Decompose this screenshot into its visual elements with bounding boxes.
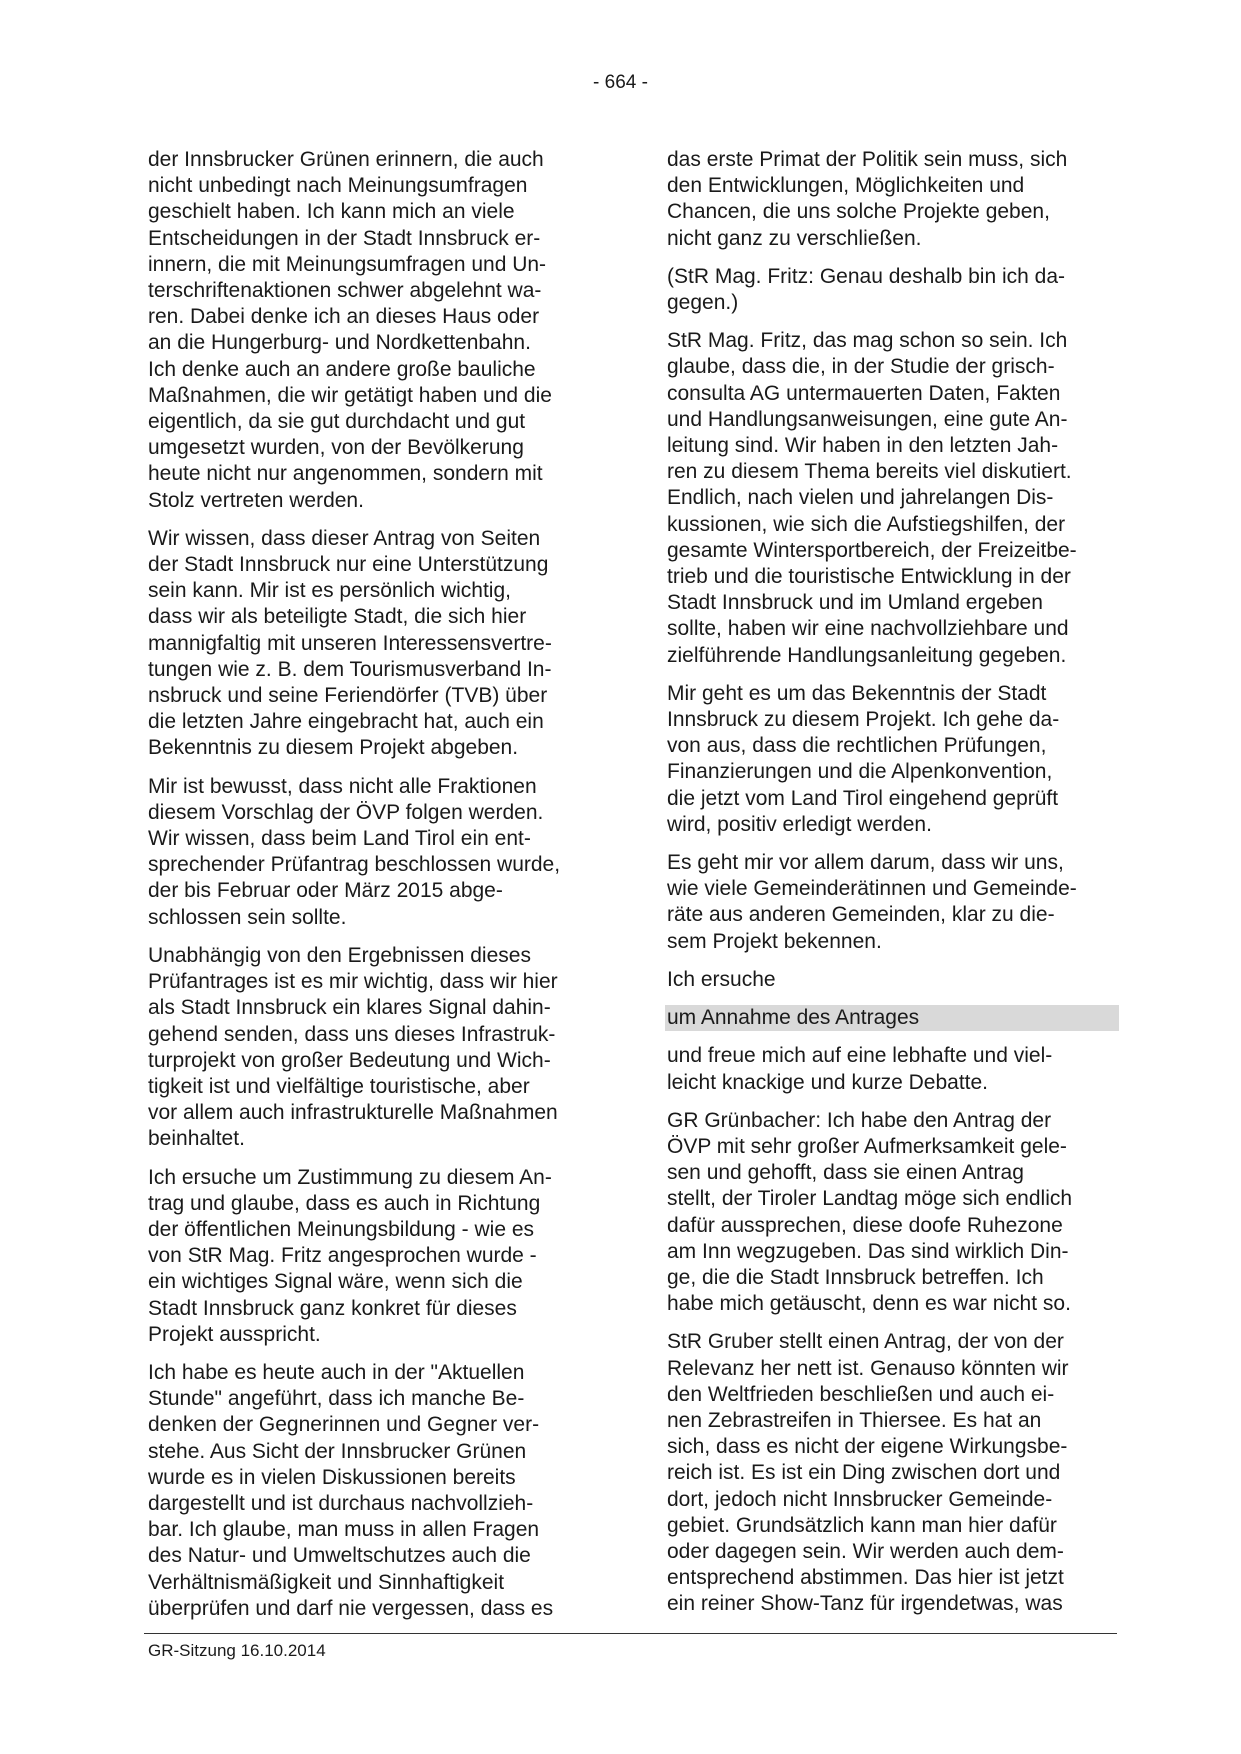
paragraph: Mir ist bewusst, dass nicht alle Fraktionen diesem Vorschlag der ÖVP folgen werden. Wir wissen, dass beim Land Tirol ein ent- sprechender Prüfantrag beschlossen wurde, der bis Februar oder März 2015 abge- schlossen sein sollte. [148, 774, 561, 929]
paragraph: Wir wissen, dass dieser Antrag von Seiten der Stadt Innsbruck nur eine Unterstützung sein kann. Mir ist es persönlich wichtig, dass wir als beteiligte Stadt, die sich hier mannigfaltig mit unseren Interessensvertre- tungen wie z. B. dem Tourismusverband In- nsbruck und seine Feriendörfer (TVB) über die letzten Jahre eingebracht hat, auch ein Bekenntnis zu diesem Projekt abgeben. [148, 526, 552, 760]
paragraph: GR Grünbacher: Ich habe den Antrag der ÖVP mit sehr großer Aufmerksamkeit gele- sen und gehofft, dass sie einen Antrag stellt, der Tiroler Landtag möge sich endlich dafür aussprechen, diese doofe Ruhezone am Inn wegzugeben. Das sind wirklich Din- ge, die die Stadt Innsbruck betreffen. Ich habe mich getäuscht, denn es war nicht so. [667, 1108, 1073, 1316]
paragraph: der Innsbrucker Grünen erinnern, die auch nicht unbedingt nach Meinungsumfragen geschielt haben. Ich kann mich an viele Entscheidungen in der Stadt Innsbruck er- innern, die mit Meinungsumfragen und Un- terschriftenaktionen schwer abgelehnt wa- ren. Dabei denke ich an dieses Haus oder an die Hungerburg- und Nordkettenbahn. Ich denke auch an andere große bauliche Maßnahmen, die wir getätigt haben und die eigentlich, da sie gut durchdacht und gut umgesetzt wurden, von der Bevölkerung heute nicht nur angenommen, sondern mit Stolz vertreten werden. [148, 148, 552, 512]
paragraph: Ich ersuche um Zustimmung zu diesem An- trag und glaube, dass es auch in Richtung der öffentlichen Meinungsbildung - wie es von StR Mag. Fritz angesprochen wurde - ein wichtiges Signal wäre, wenn sich die Stadt Innsbruck ganz konkret für dieses Projekt ausspricht. [148, 1165, 552, 1346]
motion-highlight: um Annahme des Antrages [665, 1005, 1119, 1031]
page-number: - 664 - [593, 72, 648, 93]
footer-session: GR-Sitzung 16.10.2014 [148, 1641, 326, 1660]
paragraph: Ich habe es heute auch in der "Aktuellen Stunde" angeführt, dass ich manche Be- denken der Gegnerinnen und Gegner ver- stehe. Aus Sicht der Innsbrucker Grünen wurde es in vielen Diskussionen bereits dargestellt und ist durchaus nachvollzieh- bar. Ich glaube, man muss in allen Fragen des Natur- und Umweltschutzes auch die Verhältnismäßigkeit und Sinnhaftigkeit überprüfen und darf nie vergessen, dass es [148, 1360, 554, 1620]
paragraph: Unabhängig von den Ergebnissen dieses Prüfantrages ist es mir wichtig, dass wir hier als Stadt Innsbruck ein klares Signal dahin- gehend senden, dass uns dieses Infrastruk- turprojekt von großer Bedeutung und Wich- tigkeit ist und vielfältige touristische, aber vor allem auch infrastrukturelle Maßnahmen beinhaltet. [148, 943, 558, 1151]
paragraph: StR Mag. Fritz, das mag schon so sein. Ich glaube, dass die, in der Studie der grisch- consulta AG untermauerten Daten, Fakten und Handlungsanweisungen, eine gute An- leitung sind. Wir haben in den letzten Jah- ren zu diesem Thema bereits viel diskutiert. Endlich, nach vielen und jahrelangen Dis- kussionen, wie sich die Aufstiegshilfen, der gesamte Wintersportbereich, der Freizeitbe- trieb und die touristische Entwicklung in der Stadt Innsbruck und im Umland ergeben sollte, haben wir eine nachvollziehbare und zielführende Handlungsanleitung gegeben. [667, 329, 1077, 667]
paragraph: Es geht mir vor allem darum, dass wir uns, wie viele Gemeinderätinnen und Gemeinde- räte aus anderen Gemeinden, klar zu die- sem Projekt bekennen. [667, 851, 1077, 953]
paragraph: das erste Primat der Politik sein muss, sich den Entwicklungen, Möglichkeiten und Chancen, die uns solche Projekte geben, nicht ganz zu verschließen. [667, 148, 1068, 250]
paragraph: Mir geht es um das Bekenntnis der Stadt Innsbruck zu diesem Projekt. Ich gehe da- von aus, dass die rechtlichen Prüfungen, Finanzierungen und die Alpenkonvention, die jetzt vom Land Tirol eingehend geprüft wird, positiv erledigt werden. [667, 681, 1060, 836]
paragraph: StR Gruber stellt einen Antrag, der von der Relevanz her nett ist. Genauso könnten wir den Weltfrieden beschließen und auch ei- nen Zebrastreifen in Thiersee. Es hat an sich, dass es nicht der eigene Wirkungsbe- reich ist. Es ist ein Ding zwischen dort und dort, jedoch nicht Innsbrucker Gemeinde- gebiet. Grundsätzlich kann man hier dafür oder dagegen sein. Wir werden auch dem- entsprechend abstimmen. Das hier ist jetzt ein reiner Show-Tanz für irgendetwas, was [667, 1330, 1069, 1616]
footer-divider [144, 1633, 1117, 1634]
paragraph: und freue mich auf eine lebhafte und viel- leicht knackige und kurze Debatte. [667, 1044, 1053, 1094]
paragraph: Ich ersuche [667, 967, 776, 991]
right-column [667, 147, 1117, 1630]
left-column [148, 147, 601, 1634]
interjection: (StR Mag. Fritz: Genau deshalb bin ich da- gegen.) [667, 264, 1066, 315]
